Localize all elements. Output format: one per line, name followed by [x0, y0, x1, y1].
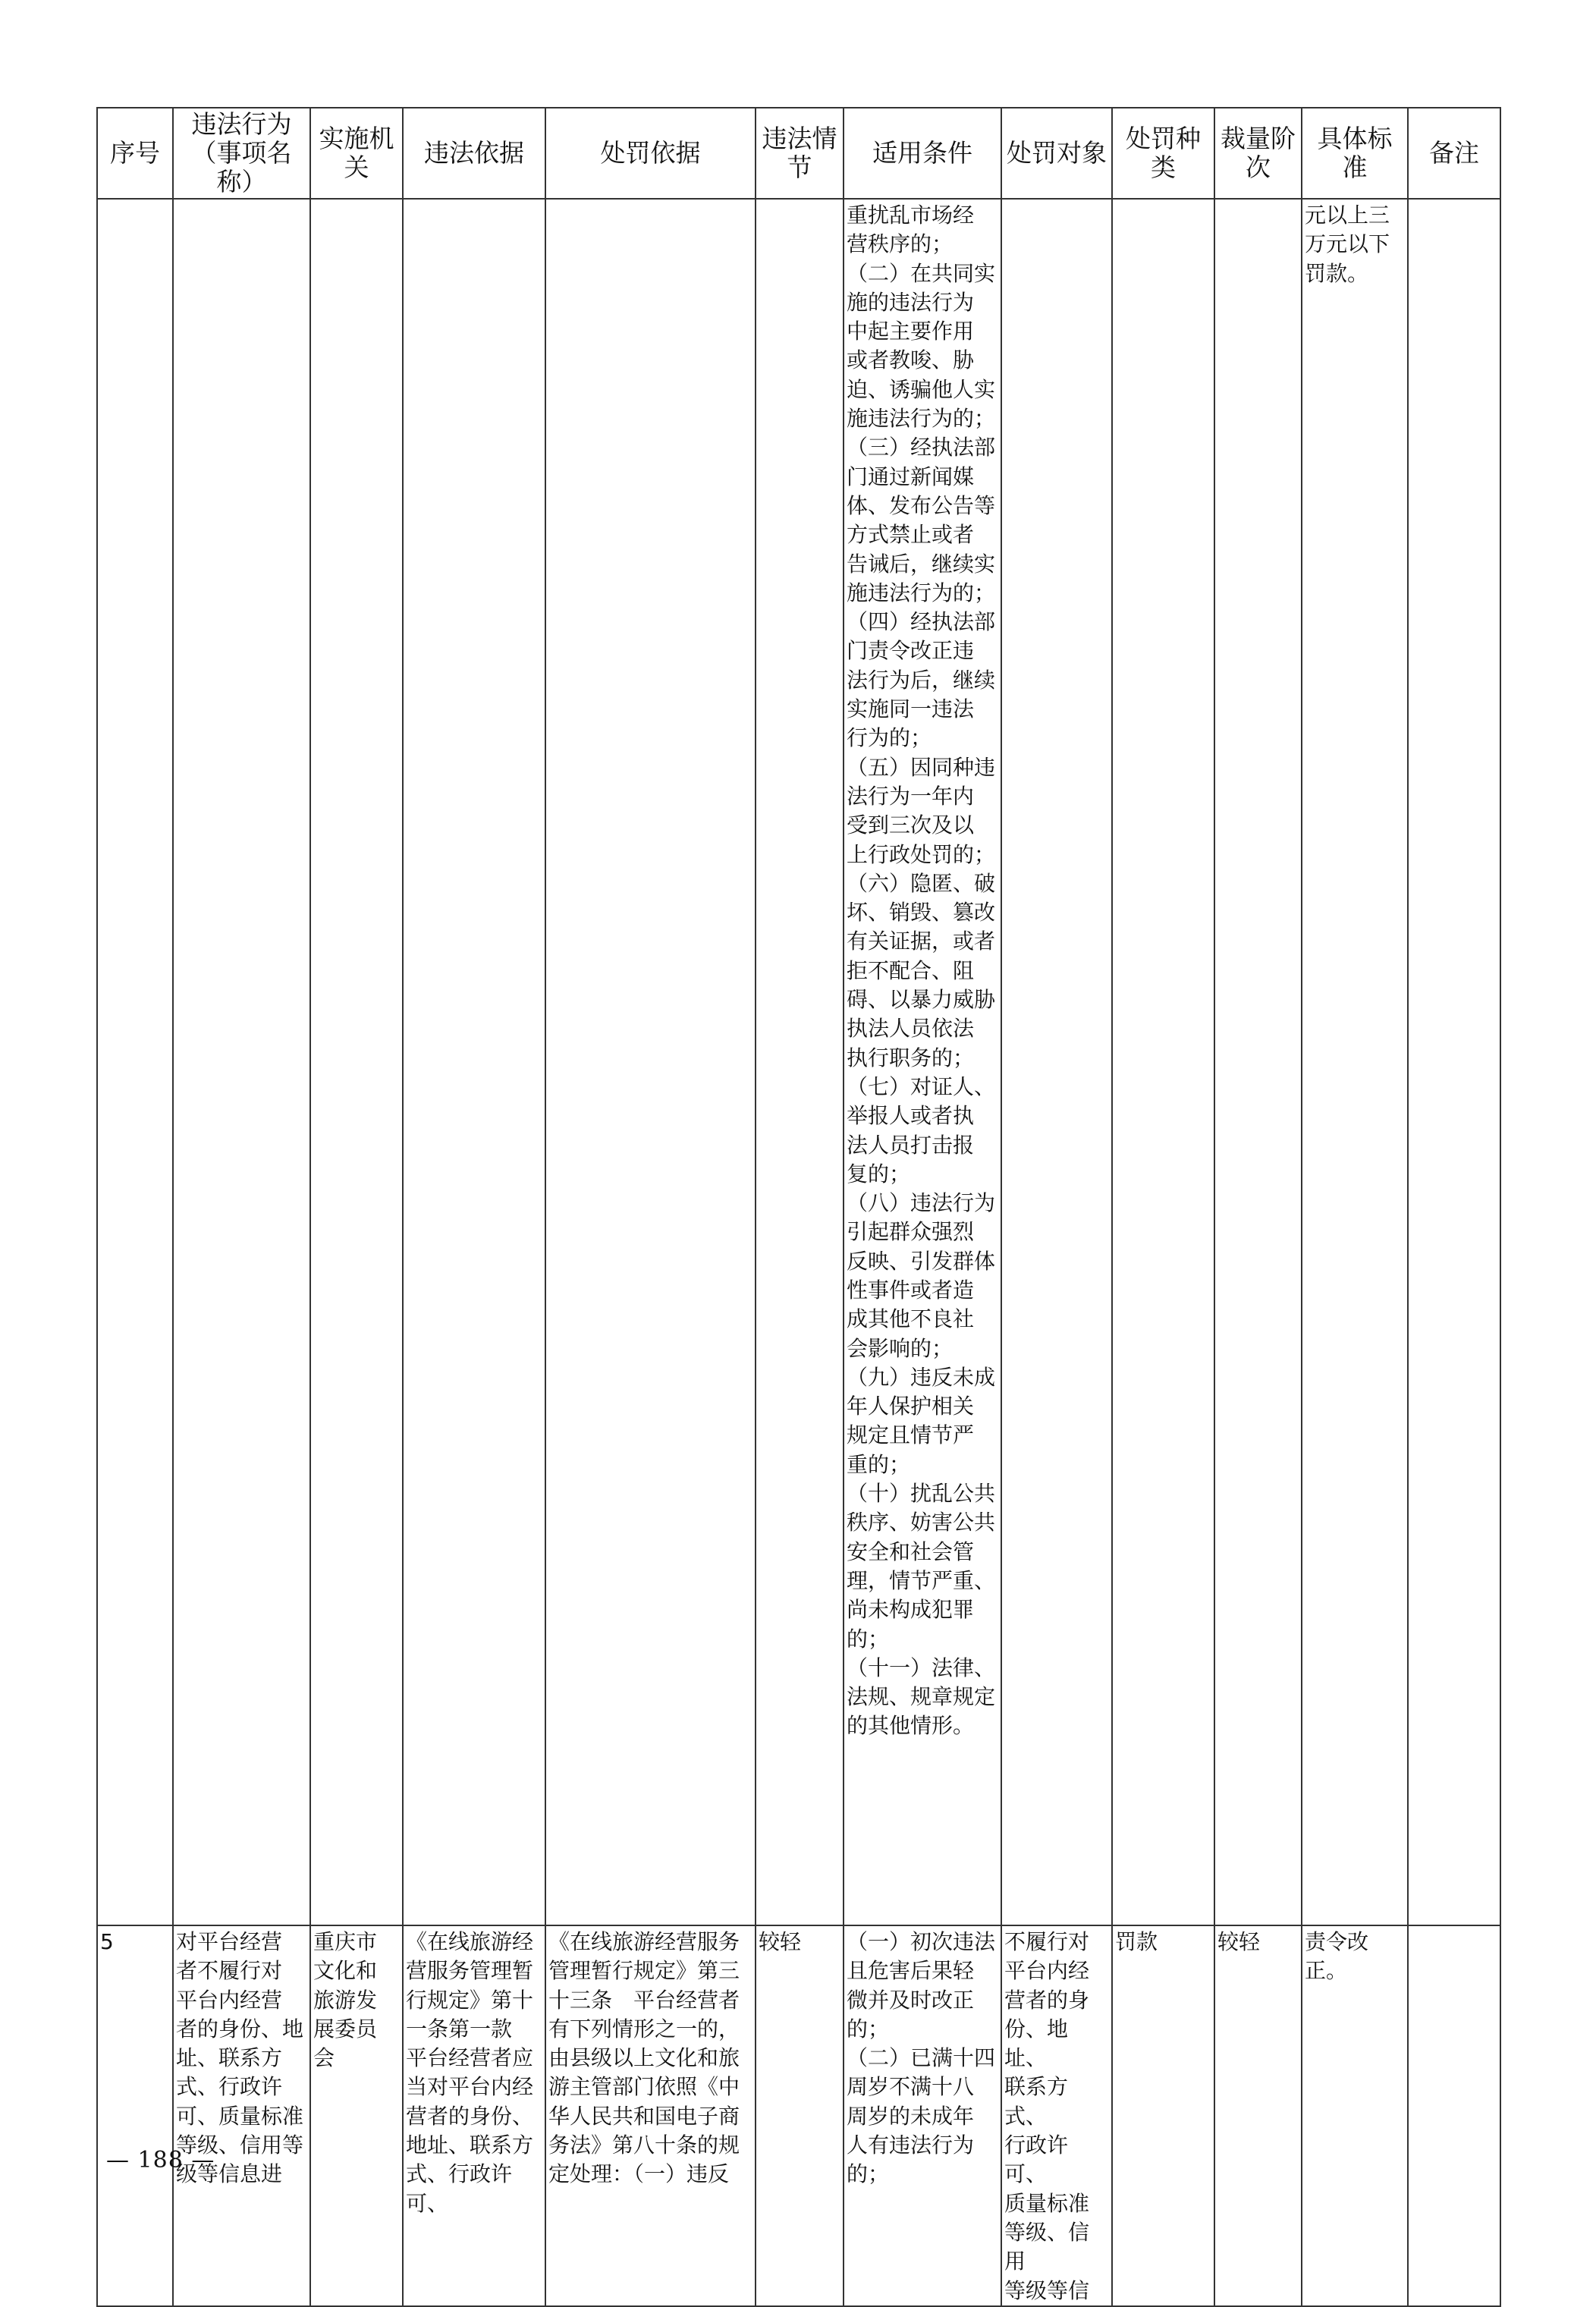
- header-target: [1001, 108, 1112, 199]
- cell-penalty-type-text: [1113, 200, 1214, 201]
- cell-violation-text: 对平台经营 者不履行对 平台内经营 者的身份、地 址、联系方 式、行政许 可、质量标准 等级、信用等 级等信息进: [176, 1929, 304, 2187]
- cell-violation: [173, 1925, 310, 2306]
- cell-agency-text: [311, 200, 402, 201]
- cell-conditions: [844, 199, 1001, 1925]
- header-seq: [97, 108, 173, 199]
- cell-remark-text: [1409, 200, 1500, 201]
- cell-target-text: [1002, 200, 1111, 201]
- table-row: [97, 199, 1500, 1925]
- header-standard: [1302, 108, 1408, 199]
- cell-penalty-basis-text: 《在线旅游经营服务 管理暂行规定》第三 十三条 平台经营者 有下列情形之一的， 由县级以上文化和旅 游主管部门依照《中 华人民共和国电子商 务法》第八十条的规 定处理：（一）违反: [548, 1929, 740, 2187]
- table-header-row: [97, 108, 1500, 199]
- cell-target: [1001, 199, 1112, 1925]
- cell-level-text: 较轻: [1217, 1929, 1261, 1954]
- header-conditions: [844, 108, 1001, 199]
- cell-penalty-basis: [545, 199, 756, 1925]
- header-agency-label: 实施机 关: [319, 124, 394, 182]
- header-level: [1214, 108, 1302, 199]
- cell-circumstance: [756, 1925, 844, 2306]
- header-remark-label: 备注: [1429, 138, 1479, 168]
- cell-penalty-basis: [545, 1925, 756, 2306]
- cell-conditions: [844, 1925, 1001, 2306]
- table-row: [97, 1925, 1500, 2306]
- header-agency: [310, 108, 403, 199]
- cell-standard: [1302, 1925, 1408, 2306]
- cell-illegal-basis: [403, 1925, 545, 2306]
- header-standard-label: 具体标 准: [1317, 124, 1393, 182]
- page-number: — 188 —: [106, 2147, 215, 2173]
- cell-seq-text: [98, 200, 172, 201]
- cell-agency: [310, 199, 403, 1925]
- cell-circumstance: [756, 199, 844, 1925]
- cell-conditions-text: （一）初次违法 且危害后果轻 微并及时改正 的； （二）已满十四 周岁不满十八 周岁的未成年 人有违法行为 的；: [847, 1929, 996, 2187]
- header-remark: [1408, 108, 1500, 199]
- header-seq-label: 序号: [110, 138, 160, 168]
- header-violation-label: 违法行为 （事项名 称）: [191, 109, 292, 196]
- header-violation: [173, 108, 310, 199]
- cell-target: [1001, 1925, 1112, 2306]
- header-circumstance: [756, 108, 844, 199]
- penalty-discretion-table: [96, 107, 1501, 2307]
- cell-standard-text: 责令改正。: [1305, 1929, 1369, 1984]
- cell-penalty-type: [1112, 199, 1214, 1925]
- cell-illegal-basis-text: 《在线旅游经 营服务管理暂 行规定》第十 一条第一款 平台经营者应 当对平台内经 营者的身份、 地址、联系方 式、行政许可、: [406, 1929, 534, 2216]
- cell-standard-text: 元以上三 万元以下 罚款。: [1305, 203, 1390, 286]
- cell-seq: [97, 199, 173, 1925]
- cell-agency-text: 重庆市 文化和 旅游发 展委员 会: [313, 1929, 378, 2071]
- header-illegal-basis-label: 违法依据: [424, 138, 524, 168]
- cell-circumstance-text: 较轻: [759, 1929, 802, 1954]
- cell-violation-text: [174, 200, 309, 201]
- cell-remark: [1408, 1925, 1500, 2306]
- cell-remark-text: [1409, 1926, 1500, 1928]
- header-conditions-label: 适用条件: [872, 138, 972, 168]
- cell-illegal-basis-text: [404, 200, 545, 201]
- header-level-label: 裁量阶 次: [1221, 124, 1296, 182]
- cell-seq-text: 5: [100, 1929, 114, 1954]
- header-circumstance-label: 违法情 节: [762, 124, 837, 182]
- cell-circumstance-text: [756, 200, 843, 201]
- cell-level: [1214, 199, 1302, 1925]
- header-penalty-basis: [545, 108, 756, 199]
- cell-penalty-type-text: 罚款: [1115, 1929, 1158, 1954]
- header-penalty-type-label: 处罚种 类: [1126, 124, 1201, 182]
- header-penalty-type: [1112, 108, 1214, 199]
- cell-standard: [1302, 199, 1408, 1925]
- cell-illegal-basis: [403, 199, 545, 1925]
- cell-penalty-basis-text: [546, 200, 755, 201]
- header-penalty-basis-label: 处罚依据: [600, 138, 701, 168]
- cell-level-text: [1215, 200, 1301, 201]
- header-illegal-basis: [403, 108, 545, 199]
- cell-level: [1214, 1925, 1302, 2306]
- cell-violation: [173, 199, 310, 1925]
- header-target-label: 处罚对象: [1007, 138, 1107, 168]
- cell-conditions-text: 重扰乱市场经 营秩序的； （二）在共同实 施的违法行为 中起主要作用 或者教唆、胁 迫、诱骗他人实 施违法行为的； （三）经执法部 门通过新闻媒 体、发布公告等 方式禁止或者 告诫后，继续实 施违法行为的； （四）经执法部 门责令改正违 法行为后，继续 实施同一违法 行为的； （五）因同种违 法行为一年内 受到三次及以 上行政处罚的； （六）隐匿、破 坏、销毁、篡改 有关证据，或者 拒不配合、阻 碍、以暴力威胁 执法人员依法 执行职务的； （七）对证人、 举报人或者执 法人员打击报 复的； （八）违法行为 引起群众强烈 反映、引发群体 性事件或者造 成其他不良社 会影响的； （九）违反未成 年人保护相关 规定且情节严 重的； （十）扰乱公共 秩序、妨害公共 安全和社会管 理，情节严重、 尚未构成犯罪 的； （十一）法律、 法规、规章规定 的其他情形。: [847, 203, 996, 1739]
- cell-seq: [97, 1925, 173, 2306]
- cell-penalty-type: [1112, 1925, 1214, 2306]
- cell-remark: [1408, 199, 1500, 1925]
- cell-agency: [310, 1925, 403, 2306]
- cell-target-text: 不履行对 平台内经 营者的身 份、地址、 联系方式、 行政许可、 质量标准 等级、信用 等级等信: [1004, 1929, 1090, 2303]
